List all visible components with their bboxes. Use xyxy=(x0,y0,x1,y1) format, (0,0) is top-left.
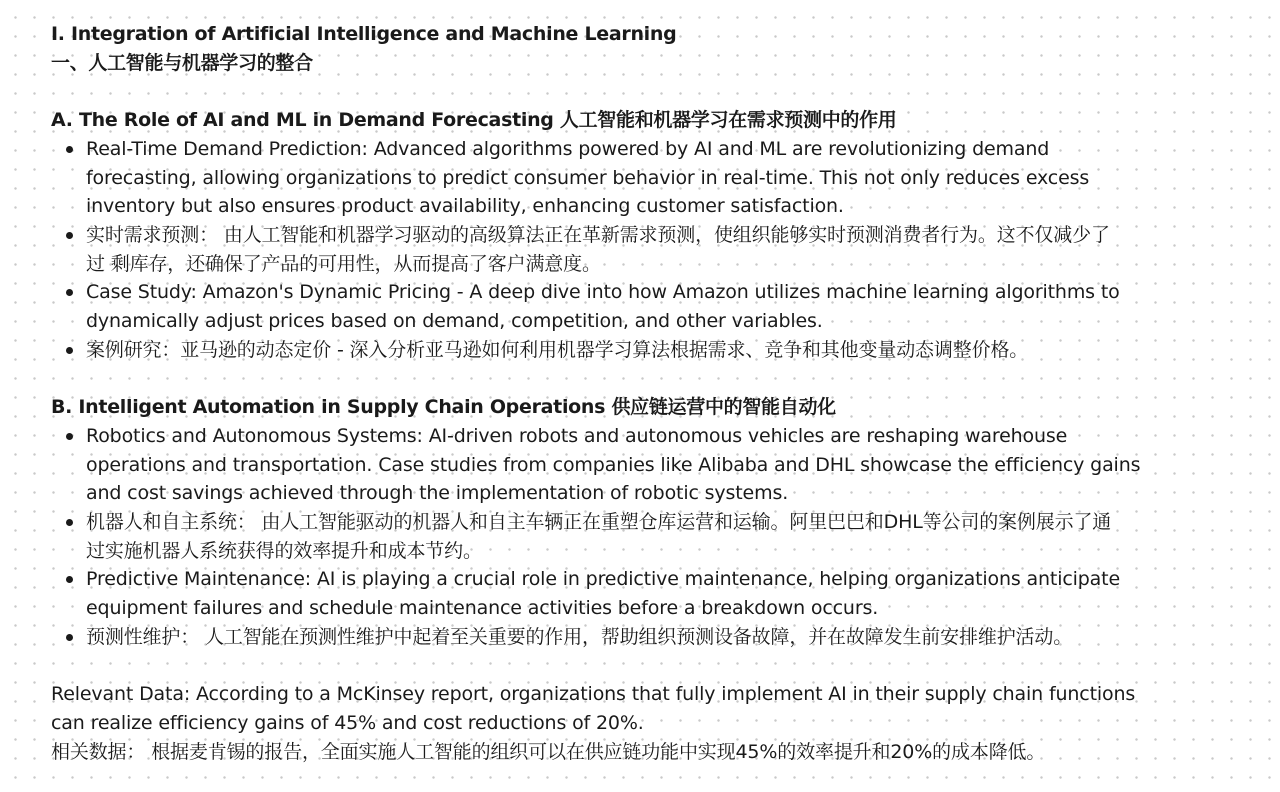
list-item: Predictive Maintenance: AI is playing a crucial role in predictive maintenance, helping organizations anticipate equipment failures and schedule maintenance activities before a breakdown occurs. xyxy=(51,565,1251,622)
document-body xyxy=(51,20,1251,766)
list-item: Real-Time Demand Prediction: Advanced algorithms powered by AI and ML are revolutionizing demand forecasting, allowing organizations to predict consumer behavior in real-time. This not only reduces excess inventory but also ensures product availability, enhancing customer satisfaction. xyxy=(51,135,1251,221)
section-b-heading: B. Intelligent Automation in Supply Chain Operations 供应链运营中的智能自动化 xyxy=(51,396,836,419)
title-english: I. Integration of Artificial Intelligence and Machine Learning xyxy=(51,23,677,45)
section-a-heading: A. The Role of AI and ML in Demand Forecasting 人工智能和机器学习在需求预测中的作用 xyxy=(51,109,897,132)
list-item: 预测性维护： 人工智能在预测性维护中起着至关重要的作用，帮助组织预测设备故障，并在故障发生前安排维护活动。 xyxy=(51,623,1251,652)
relevant-data-chinese: 相关数据： 根据麦肯锡的报告，全面实施人工智能的组织可以在供应链功能中实现45%的效率提升和20%的成本降低。 xyxy=(51,740,1046,763)
spacer xyxy=(51,77,1251,106)
spacer xyxy=(51,364,1251,393)
list-item: 机器人和自主系统： 由人工智能驱动的机器人和自主车辆正在重塑仓库运营和运输。阿里巴巴和DHL等公司的案例展示了通 过实施机器人系统获得的效率提升和成本节约。 xyxy=(51,508,1251,565)
section-a-bullet-list xyxy=(51,135,1251,365)
title-chinese: 一、人工智能与机器学习的整合 xyxy=(51,51,313,74)
section-b-bullet-list xyxy=(51,422,1251,652)
spacer xyxy=(51,651,1251,680)
list-item: 案例研究：亚马逊的动态定价 - 深入分析亚马逊如何利用机器学习算法根据需求、竞争和其他变量动态调整价格。 xyxy=(51,336,1251,365)
list-item: 实时需求预测： 由人工智能和机器学习驱动的高级算法正在革新需求预测，使组织能够实时预测消费者行为。这不仅减少了 过 剩库存，还确保了产品的可用性，从而提高了客户满意度。 xyxy=(51,221,1251,278)
list-item: Robotics and Autonomous Systems: AI-driven robots and autonomous vehicles are reshaping warehouse operations and transportation. Case studies from companies like Alibaba and DHL showcase the efficiency gains and cost savings achieved through the implementation of robotic systems. xyxy=(51,422,1251,508)
relevant-data-english: Relevant Data: According to a McKinsey report, organizations that fully implement AI in their supply chain functions can realize efficiency gains of 45% and cost reductions of 20%. xyxy=(51,683,1136,734)
list-item: Case Study: Amazon's Dynamic Pricing - A deep dive into how Amazon utilizes machine learning algorithms to dynamically adjust prices based on demand, competition, and other variables. xyxy=(51,278,1251,335)
